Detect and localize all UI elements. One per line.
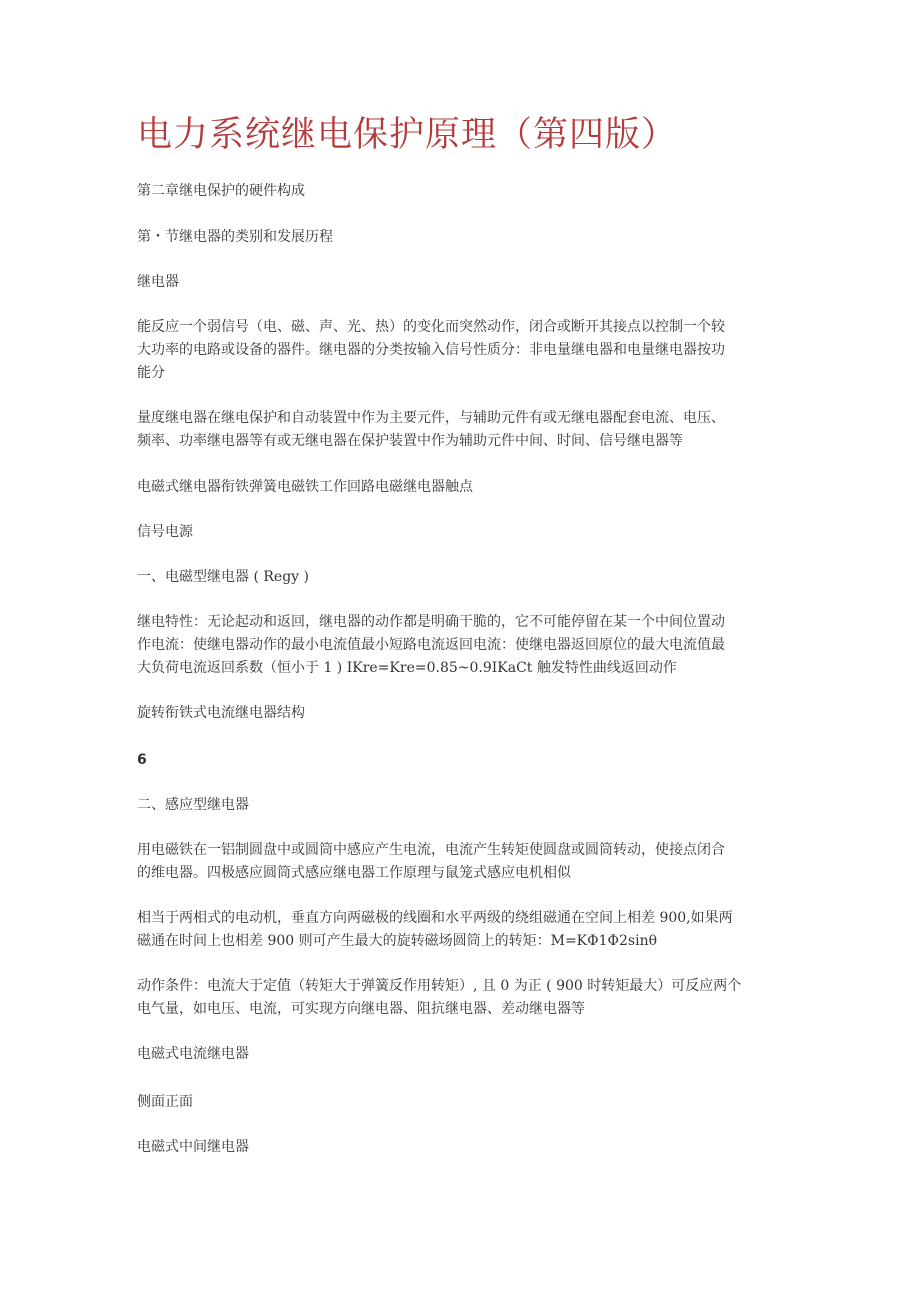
section-heading [137, 226, 797, 249]
paragraph-electromagnetic-components [137, 476, 797, 499]
text-line: 电磁式中间继电器 [137, 1139, 249, 1155]
paragraph-torque [137, 907, 797, 953]
text-line: 量度继电器在继电保护和自动装置中作为主要元件，与辅助元件有或无继电器配套电流、电压、 [137, 410, 725, 426]
text-line: 继电器 [137, 274, 179, 290]
paragraph-intermediate-relay [137, 1136, 797, 1159]
paragraph-side-front [137, 1091, 797, 1114]
text-line: 一、电磁型继电器 ( Regy ) [137, 569, 309, 585]
paragraph-relay-characteristics [137, 611, 797, 680]
text-line: 磁通在时间上也相差 900 则可产生最大的旋转磁场圆筒上的转矩：M=KΦ1Φ2sinθ [137, 933, 658, 949]
paragraph-rotating-armature [137, 702, 797, 725]
text-line: 二、感应型继电器 [137, 797, 249, 813]
text-line: 的维电器。四极感应圆筒式感应继电器工作原理与鼠笼式感应电机相似 [137, 865, 571, 881]
text-line: 相当于两相式的电动机，垂直方向两磁极的线圈和水平两级的绕组磁通在空间上相差 900,如果两 [137, 910, 733, 926]
text-line: 侧面正面 [137, 1094, 193, 1110]
text-line: 电磁式电流继电器 [137, 1046, 249, 1062]
chapter-heading [137, 180, 797, 203]
text-line: 第・节继电器的类别和发展历程 [137, 229, 333, 245]
paragraph-current-relay [137, 1043, 797, 1066]
text-line: 电磁式继电器衔铁弹簧电磁铁工作回路电磁继电器触点 [137, 479, 473, 495]
text-line: 动作条件：电流大于定值（转矩大于弹簧反作用转矩）, 且 0 为正 ( 900 时转矩最大）可反应两个 [137, 978, 742, 994]
paragraph-operating-condition [137, 975, 797, 1021]
subsection-heading-induction [137, 794, 797, 817]
figure-number [137, 749, 797, 772]
text-line: 第二章继电保护的硬件构成 [137, 183, 305, 199]
text-line: 电气量，如电压、电流，可实现方向继电器、阻抗继电器、差动继电器等 [137, 1001, 585, 1017]
term-heading-relay [137, 271, 797, 294]
text-line: 大负荷电流返回系数（恒小于 1 ) IKre=Kre=0.85~0.9IKaCt 触发特性曲线返回动作 [137, 660, 677, 676]
text-line: 能反应一个弱信号（电、磁、声、光、热）的变化而突然动作，闭合或断开其接点以控制一个较 [137, 319, 725, 335]
document-title: 电力系统继电保护原理（第四版） [137, 115, 678, 155]
subsection-heading-electromagnetic [137, 566, 797, 589]
text-line: 信号电源 [137, 524, 193, 540]
text-line: 6 [137, 752, 147, 768]
text-line: 继电特性：无论起动和返回，继电器的动作都是明确干脆的，它不可能停留在某一个中间位置动 [137, 614, 725, 630]
paragraph-signal-source [137, 521, 797, 544]
paragraph-measuring-relay [137, 407, 797, 453]
paragraph-induction-principle [137, 839, 797, 885]
text-line: 能分 [137, 365, 165, 381]
text-line: 用电磁铁在一铝制圆盘中或圆筒中感应产生电流，电流产生转矩使圆盘或圆筒转动，使接点闭合 [137, 842, 725, 858]
text-line: 大功率的电路或设备的器件。继电器的分类按输入信号性质分：非电量继电器和电量继电器按功 [137, 342, 725, 358]
text-line: 作电流：使继电器动作的最小电流值最小短路电流返回电流：使继电器返回原位的最大电流值最 [137, 637, 725, 653]
paragraph-relay-definition [137, 316, 797, 385]
text-line: 频率、功率继电器等有或无继电器在保护装置中作为辅助元件中间、时间、信号继电器等 [137, 433, 683, 449]
text-line: 旋转衔铁式电流继电器结构 [137, 705, 305, 721]
